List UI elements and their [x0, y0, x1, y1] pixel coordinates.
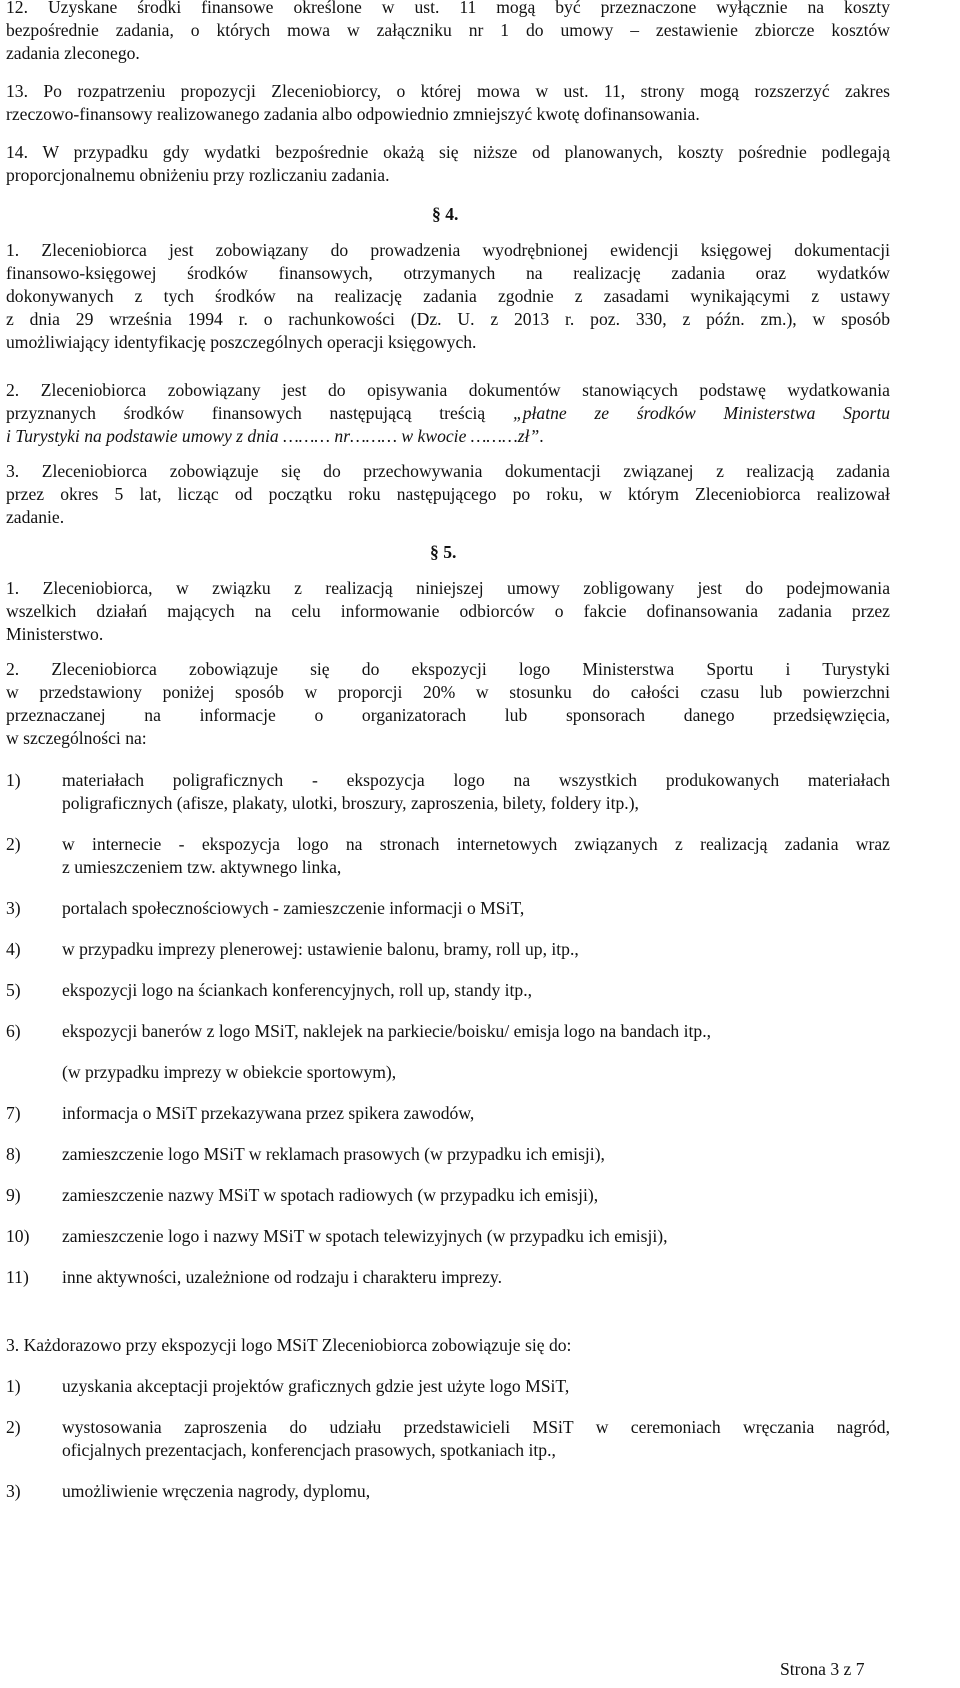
text-plain: przyznanych środków finansowych następującą treścią: [6, 403, 513, 423]
text-line: poligraficznych (afisze, plakaty, ulotki, broszury, zaproszenia, bilety, foldery itp.),: [62, 793, 639, 813]
text-line: zadanie.: [6, 507, 65, 527]
text-line: finansowo-księgowej środków finansowych, otrzymanych na realizację zadania oraz wydatków: [6, 263, 890, 283]
text-line: wystosowania zaproszenia do udziału przedstawicieli MSiT w ceremoniach wręczania nagród,: [62, 1417, 890, 1437]
list-number: 3): [6, 1481, 21, 1501]
text-line: (w przypadku imprezy w obiekcie sportowym),: [62, 1062, 397, 1082]
list-number: 7): [6, 1103, 21, 1123]
text-line: zadania zleconego.: [6, 43, 140, 63]
text-line: zamieszczenie logo i nazwy MSiT w spotach telewizyjnych (w przypadku ich emisji),: [62, 1226, 668, 1246]
list-number: 11): [6, 1267, 29, 1287]
text-line: z umieszczeniem tzw. aktywnego linka,: [62, 857, 342, 877]
text-line: portalach społecznościowych - zamieszczenie informacji o MSiT,: [62, 898, 525, 918]
text-line: materiałach poligraficznych - ekspozycja logo na wszystkich produkowanych materiałach: [62, 770, 890, 790]
text-line: [6, 425, 890, 448]
text-line: umożliwienie wręczenia nagrody, dyplomu,: [62, 1481, 371, 1501]
text-line: w przedstawiony poniżej sposób w proporcji 20% w stosunku do całości czasu lub powierzchni: [6, 682, 890, 702]
paragraph-14: [6, 141, 890, 187]
page-number: Strona 3 z 7: [780, 1659, 865, 1679]
text-line: w szczególności na:: [6, 728, 147, 748]
text-line: z dnia 29 września 1994 r. o rachunkowości (Dz. U. z 2013 r. poz. 330, z późn. zm.), w sposób: [6, 309, 890, 329]
list-number: 5): [6, 980, 21, 1000]
text-line: zamieszczenie nazwy MSiT w spotach radiowych (w przypadku ich emisji),: [62, 1185, 599, 1205]
text-line: 1. Zleceniobiorca jest zobowiązany do prowadzenia wyodrębnionej ewidencji księgowej dokumentacji: [6, 240, 890, 260]
list-number: 8): [6, 1144, 21, 1164]
text-line: 2. Zleceniobiorca zobowiązuje się do ekspozycji logo Ministerstwa Sportu i Turystyki: [6, 659, 890, 679]
text-line: umożliwiający identyfikację poszczególnych operacji księgowych.: [6, 332, 477, 352]
text-line: 2. Zleceniobiorca zobowiązany jest do opisywania dokumentów stanowiących podstawę wydatkowania: [6, 380, 890, 400]
text-line: uzyskania akceptacji projektów graficznych gdzie jest użyte logo MSiT,: [62, 1376, 570, 1396]
paragraph-5-2: [6, 658, 890, 750]
list-number: 1): [6, 1376, 21, 1396]
text-line: przez okres 5 lat, licząc od początku roku następującego po roku, w którym Zleceniobiorca realizował: [6, 484, 890, 504]
list-number: 10): [6, 1226, 30, 1246]
paragraph-5-3: [6, 1334, 890, 1357]
text-line: informacja o MSiT przekazywana przez spikera zawodów,: [62, 1103, 475, 1123]
paragraph-4-2: [6, 379, 890, 448]
text-line: w przypadku imprezy plenerowej: ustawienie balonu, bramy, roll up, itp.,: [62, 939, 579, 959]
list-number: 2): [6, 1417, 21, 1437]
section-heading-5: § 5.: [430, 542, 457, 562]
text-line: ekspozycji banerów z logo MSiT, naklejek na parkiecie/boisku/ emisja logo na bandach itp.,: [62, 1021, 711, 1041]
text-line: zamieszczenie logo MSiT w reklamach prasowych (w przypadku ich emisji),: [62, 1144, 605, 1164]
paragraph-13: [6, 80, 890, 126]
text-line: ekspozycji logo na ściankach konferencyjnych, roll up, standy itp.,: [62, 980, 533, 1000]
list-number: 4): [6, 939, 21, 959]
text-line: 13. Po rozpatrzeniu propozycji Zleceniobiorcy, o której mowa w ust. 11, strony mogą rozszerzyć zakres: [6, 81, 890, 101]
paragraph-4-1: [6, 239, 890, 354]
text-line: proporcjonalnemu obniżeniu przy rozliczaniu zadania.: [6, 165, 390, 185]
list-number: 2): [6, 834, 21, 854]
section-heading-4: § 4.: [432, 204, 459, 224]
text-plain: .: [539, 426, 544, 446]
text-line: inne aktywności, uzależnione od rodzaju i charakteru imprezy.: [62, 1267, 502, 1287]
text-line: przeznaczanej na informacje o organizatorach lub sponsorach danego przedsięwzięcia,: [6, 705, 890, 725]
text-line: Ministerstwo.: [6, 624, 104, 644]
list-number: 3): [6, 898, 21, 918]
list-number: 6): [6, 1021, 21, 1041]
text-line: rzeczowo-finansowy realizowanego zadania albo odpowiednio zmniejszyć kwotę dofinansowania.: [6, 104, 700, 124]
text-line: [6, 402, 890, 425]
list-number: 9): [6, 1185, 21, 1205]
text-italic: i Turystyki na podstawie umowy z dnia ……… nr……… w kwocie ………zł”: [6, 426, 540, 446]
text-line: w internecie - ekspozycja logo na stronach internetowych związanych z realizacją zadania wraz: [62, 834, 890, 854]
text-italic: „płatne ze środków Ministerstwa Sportu: [512, 403, 891, 423]
text-line: 3. Zleceniobiorca zobowiązuje się do przechowywania dokumentacji związanej z realizacją zadania: [6, 461, 890, 481]
paragraph-4-3: [6, 460, 890, 529]
text-line: dokonywanych z tych środków na realizację zadania zgodnie z zasadami wynikającymi z ustawy: [6, 286, 890, 306]
text-line: wszelkich działań mających na celu informowanie odbiorców o fakcie dofinansowania zadania przez: [6, 601, 890, 621]
list-number: 1): [6, 770, 21, 790]
paragraph-12: [6, 0, 890, 65]
text-line: 3. Każdorazowo przy ekspozycji logo MSiT Zleceniobiorca zobowiązuje się do:: [6, 1335, 572, 1355]
text-line: oficjalnych prezentacjach, konferencjach prasowych, spotkaniach itp.,: [62, 1440, 556, 1460]
paragraph-5-1: [6, 577, 890, 646]
text-line: 1. Zleceniobiorca, w związku z realizacją niniejszej umowy zobligowany jest do podejmowania: [6, 578, 890, 598]
text-line: 12. Uzyskane środki finansowe określone w ust. 11 mogą być przeznaczone wyłącznie na koszty: [6, 0, 890, 17]
text-line: 14. W przypadku gdy wydatki bezpośrednie okażą się niższe od planowanych, koszty pośrednie podlegają: [6, 142, 890, 162]
text-line: bezpośrednie zadania, o których mowa w załączniku nr 1 do umowy – zestawienie zbiorcze kosztów: [6, 20, 890, 40]
